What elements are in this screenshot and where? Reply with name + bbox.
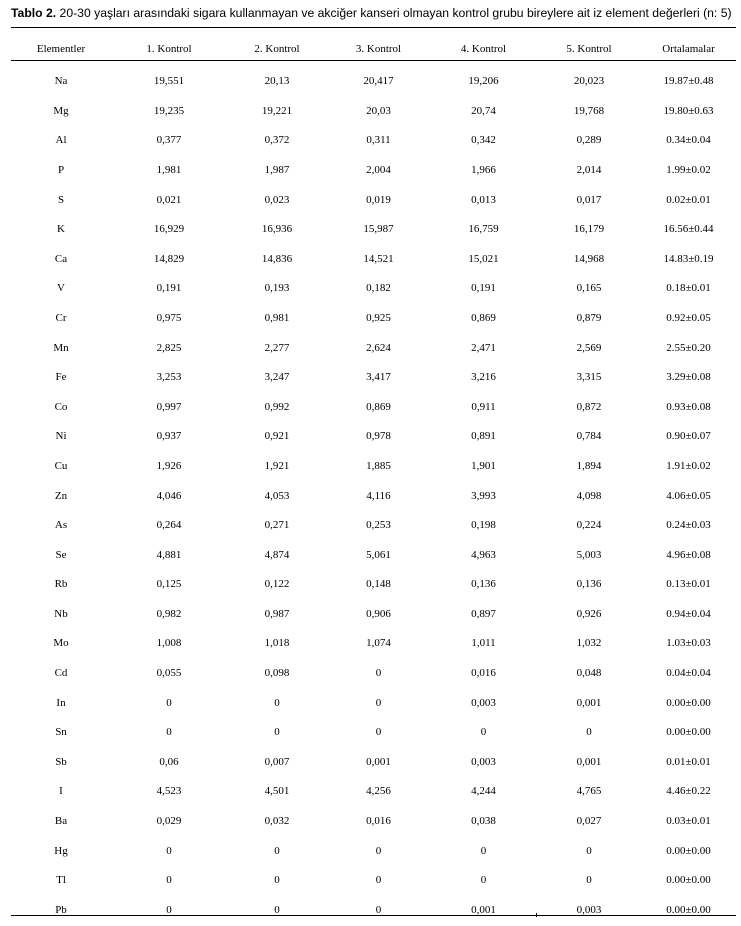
- column-header: Ortalamalar: [662, 43, 715, 55]
- value-cell: 0,032: [264, 815, 290, 828]
- value-cell: 4,256: [366, 785, 391, 798]
- value-cell: 14,968: [573, 252, 605, 265]
- column-header: Elementler: [36, 43, 86, 55]
- mean-cell: 0.00±0.00: [666, 844, 711, 857]
- value-cell: 20,417: [363, 75, 394, 87]
- table-header: [11, 38, 736, 60]
- value-cell: 0: [375, 726, 382, 739]
- value-cell: 15,021: [468, 252, 499, 265]
- value-cell: 0,003: [471, 755, 496, 768]
- mean-cell: 0.24±0.03: [666, 519, 711, 532]
- element-symbol-cell: Hg: [54, 844, 68, 857]
- value-cell: 0,191: [156, 282, 182, 295]
- mean-cell: 0.34±0.04: [666, 134, 711, 147]
- element-symbol-cell: Mn: [53, 341, 69, 354]
- value-cell: 19,768: [573, 104, 605, 117]
- table-row: [11, 274, 736, 304]
- table-row: [11, 422, 736, 452]
- table-row: [11, 540, 736, 570]
- value-cell: 4,244: [471, 785, 496, 798]
- value-cell: 16,936: [261, 223, 293, 236]
- value-cell: 0,271: [264, 519, 290, 532]
- value-cell: 0,001: [471, 903, 496, 916]
- mean-cell: 0.18±0.01: [666, 282, 711, 295]
- value-cell: 0,926: [576, 607, 602, 620]
- table-row: [11, 244, 736, 274]
- table-row: [11, 806, 736, 836]
- value-cell: 0,372: [264, 134, 290, 147]
- value-cell: 0,981: [264, 311, 290, 324]
- element-values-table: [11, 38, 736, 925]
- mean-cell: 0.00±0.00: [666, 903, 711, 916]
- element-symbol-cell: Cr: [55, 311, 67, 324]
- value-cell: 0,001: [576, 696, 602, 709]
- value-cell: 0,016: [366, 815, 391, 828]
- value-cell: 0,007: [264, 755, 290, 768]
- mean-cell: 19.87±0.48: [663, 75, 714, 87]
- mean-cell: 4.06±0.05: [666, 489, 711, 502]
- value-cell: 4,116: [366, 489, 391, 502]
- value-cell: 2,825: [156, 341, 182, 354]
- value-cell: 1,981: [156, 163, 182, 176]
- table-row: [11, 214, 736, 244]
- value-cell: 0,897: [471, 607, 496, 620]
- element-symbol-cell: As: [54, 519, 68, 532]
- value-cell: 3,216: [471, 371, 496, 384]
- value-cell: 0,377: [156, 134, 182, 147]
- value-cell: 0: [166, 696, 172, 709]
- value-cell: 0: [274, 726, 280, 739]
- value-cell: 1,901: [471, 459, 496, 472]
- value-cell: 4,963: [471, 548, 496, 561]
- mean-cell: 0.92±0.05: [666, 311, 711, 324]
- column-header: 2. Kontrol: [254, 43, 300, 55]
- value-cell: 1,008: [156, 637, 182, 650]
- element-symbol-cell: I: [59, 785, 63, 798]
- value-cell: 14,836: [261, 252, 293, 265]
- element-symbol-cell: P: [57, 163, 65, 176]
- mean-cell: 0.93±0.08: [666, 400, 711, 413]
- element-symbol-cell: Rb: [54, 578, 68, 591]
- value-cell: 1,018: [264, 637, 290, 650]
- element-symbol-cell: Sn: [55, 726, 67, 739]
- value-cell: 0,023: [264, 193, 290, 206]
- table-row: [11, 481, 736, 511]
- table-row: [11, 688, 736, 718]
- table-row: [11, 392, 736, 422]
- value-cell: 16,759: [468, 223, 499, 236]
- value-cell: 0,136: [471, 578, 496, 591]
- value-cell: 0: [375, 696, 382, 709]
- value-cell: 0,198: [471, 519, 496, 532]
- element-symbol-cell: S: [57, 193, 65, 206]
- header-row: [11, 38, 736, 60]
- table-row: [11, 836, 736, 866]
- value-cell: 4,053: [264, 489, 290, 502]
- value-cell: 20,13: [264, 75, 290, 87]
- value-cell: 1,987: [264, 163, 290, 176]
- table-body: [11, 60, 736, 925]
- table-row: [11, 451, 736, 481]
- value-cell: 15,987: [363, 223, 394, 236]
- value-cell: 5,061: [366, 548, 391, 561]
- value-cell: 1,894: [576, 459, 602, 472]
- element-symbol-cell: Zn: [54, 489, 68, 502]
- element-symbol-cell: Tl: [56, 874, 66, 887]
- value-cell: 0,048: [576, 667, 602, 680]
- value-cell: 3,247: [264, 371, 290, 384]
- value-cell: 0: [375, 903, 382, 916]
- value-cell: 4,501: [264, 785, 290, 798]
- element-symbol-cell: Cu: [54, 459, 68, 472]
- value-cell: 0,055: [156, 667, 182, 680]
- element-symbol-cell: In: [56, 696, 66, 709]
- value-cell: 4,765: [576, 785, 602, 798]
- value-cell: 0,978: [366, 430, 391, 443]
- value-cell: 2,004: [366, 163, 391, 176]
- value-cell: 0,013: [471, 193, 496, 206]
- value-cell: 0: [166, 903, 172, 916]
- value-cell: 0,784: [576, 430, 602, 443]
- mean-cell: 19.80±0.63: [663, 104, 714, 117]
- value-cell: 0: [586, 874, 592, 887]
- value-cell: 0: [586, 844, 592, 857]
- table-row: [11, 629, 736, 659]
- value-cell: 0,191: [471, 282, 496, 295]
- value-cell: 16,179: [573, 223, 605, 236]
- table-row: [11, 599, 736, 629]
- mean-cell: 3.29±0.08: [666, 371, 711, 384]
- value-cell: 0,925: [366, 311, 391, 324]
- element-symbol-cell: Ni: [55, 430, 67, 443]
- value-cell: 0: [480, 844, 487, 857]
- value-cell: 19,221: [261, 104, 293, 117]
- value-cell: 0,017: [576, 193, 602, 206]
- value-cell: 3,993: [471, 489, 496, 502]
- table-row: [11, 185, 736, 215]
- value-cell: 0,122: [264, 578, 290, 591]
- value-cell: 14,521: [363, 252, 394, 265]
- value-cell: 0: [480, 726, 487, 739]
- table-caption-label: Tablo 2.: [11, 6, 57, 20]
- element-symbol-cell: Fe: [55, 371, 67, 384]
- value-cell: 0,125: [156, 578, 182, 591]
- mean-cell: 4.46±0.22: [666, 785, 711, 798]
- value-cell: 20,74: [471, 104, 496, 117]
- value-cell: 0,165: [576, 282, 602, 295]
- column-header: 4. Kontrol: [460, 43, 507, 55]
- value-cell: 0,182: [366, 282, 391, 295]
- mean-cell: 2.55±0.20: [666, 341, 711, 354]
- element-symbol-cell: Al: [55, 134, 67, 147]
- value-cell: 2,014: [576, 163, 602, 176]
- value-cell: 4,523: [156, 785, 182, 798]
- mean-cell: 0.00±0.00: [666, 726, 711, 739]
- value-cell: 0,148: [366, 578, 391, 591]
- value-cell: 3,417: [366, 371, 391, 384]
- value-cell: 0: [375, 667, 382, 680]
- table-row: [11, 777, 736, 807]
- mean-cell: 0.01±0.01: [666, 755, 711, 768]
- value-cell: 0,224: [576, 519, 602, 532]
- column-header: 1. Kontrol: [146, 43, 192, 55]
- value-cell: 0,891: [471, 430, 496, 443]
- value-cell: 1,885: [366, 459, 391, 472]
- value-cell: 2,471: [471, 341, 496, 354]
- mean-cell: 0.04±0.04: [666, 667, 711, 680]
- table-row: [11, 510, 736, 540]
- value-cell: 0,879: [576, 311, 602, 324]
- value-cell: 0,003: [471, 696, 496, 709]
- value-cell: 0,911: [471, 400, 496, 413]
- value-cell: 0: [375, 874, 382, 887]
- value-cell: 4,874: [264, 548, 290, 561]
- value-cell: 0,253: [366, 519, 391, 532]
- value-cell: 1,921: [264, 459, 290, 472]
- value-cell: 0,975: [156, 311, 182, 324]
- element-symbol-cell: Co: [54, 400, 68, 413]
- value-cell: 20,023: [573, 75, 605, 87]
- value-cell: 0: [480, 874, 487, 887]
- value-cell: 1,966: [471, 163, 496, 176]
- value-cell: 19,206: [468, 75, 499, 87]
- table-row: [11, 96, 736, 126]
- value-cell: 0,264: [156, 519, 182, 532]
- mean-cell: 0.13±0.01: [666, 578, 711, 591]
- value-cell: 0,906: [366, 607, 391, 620]
- mean-cell: 4.96±0.08: [666, 548, 711, 561]
- value-cell: 0,098: [264, 667, 290, 680]
- value-cell: 0: [274, 844, 280, 857]
- value-cell: 0,003: [576, 903, 602, 916]
- value-cell: 0,001: [366, 755, 391, 768]
- value-cell: 0: [375, 844, 382, 857]
- element-symbol-cell: K: [57, 223, 65, 236]
- table-row: [11, 155, 736, 185]
- value-cell: 1,926: [156, 459, 182, 472]
- mean-cell: 0.00±0.00: [666, 874, 711, 887]
- mean-cell: 14.83±0.19: [663, 252, 714, 265]
- element-symbol-cell: Pb: [55, 903, 67, 916]
- value-cell: 0,342: [471, 134, 496, 147]
- value-cell: 0,06: [159, 755, 179, 768]
- value-cell: 0,921: [264, 430, 290, 443]
- table-row: [11, 895, 736, 925]
- mean-cell: 0.90±0.07: [666, 430, 711, 443]
- value-cell: 0,311: [366, 134, 391, 147]
- table-row: [11, 362, 736, 392]
- value-cell: 0,001: [576, 755, 602, 768]
- value-cell: 2,624: [366, 341, 391, 354]
- value-cell: 0: [586, 726, 592, 739]
- value-cell: 0: [274, 903, 280, 916]
- value-cell: 4,098: [576, 489, 602, 502]
- element-symbol-cell: Ca: [54, 252, 68, 265]
- value-cell: 0,021: [156, 193, 182, 206]
- value-cell: 1,074: [366, 637, 391, 650]
- value-cell: 4,881: [156, 548, 182, 561]
- table-row: [11, 60, 736, 96]
- element-symbol-cell: Sb: [55, 755, 67, 768]
- value-cell: 0,997: [156, 400, 182, 413]
- element-symbol-cell: V: [57, 282, 65, 295]
- mean-cell: 1.99±0.02: [666, 163, 711, 176]
- value-cell: 20,03: [366, 104, 391, 117]
- mean-cell: 1.91±0.02: [666, 459, 711, 472]
- table-row: [11, 333, 736, 363]
- value-cell: 3,253: [156, 371, 182, 384]
- table-row: [11, 658, 736, 688]
- element-symbol-cell: Mg: [53, 104, 69, 117]
- value-cell: 0: [274, 874, 280, 887]
- value-cell: 0,029: [156, 815, 182, 828]
- value-cell: 0: [166, 874, 172, 887]
- table-row: [11, 126, 736, 156]
- mean-cell: 0.03±0.01: [666, 815, 711, 828]
- table-caption-text: 20-30 yaşları arasındaki sigara kullanmayan ve akciğer kanseri olmayan kontrol grubu bireylere ait iz element değerleri (n: 5): [59, 6, 732, 20]
- value-cell: 4,046: [156, 489, 182, 502]
- value-cell: 0,992: [264, 400, 290, 413]
- table-row: [11, 570, 736, 600]
- column-header: 3. Kontrol: [355, 43, 402, 55]
- value-cell: 19,551: [153, 75, 185, 87]
- table-row: [11, 717, 736, 747]
- element-symbol-cell: Se: [55, 548, 67, 561]
- value-cell: 16,929: [153, 223, 185, 236]
- value-cell: 0,872: [576, 400, 602, 413]
- element-symbol-cell: Ba: [54, 815, 68, 828]
- value-cell: 1,032: [576, 637, 602, 650]
- table-caption: [11, 6, 732, 20]
- value-cell: 19,235: [153, 104, 185, 117]
- value-cell: 0,136: [576, 578, 602, 591]
- value-cell: 0: [274, 696, 280, 709]
- value-cell: 0,193: [264, 282, 290, 295]
- mean-cell: 0.00±0.00: [666, 696, 711, 709]
- value-cell: 0,016: [471, 667, 496, 680]
- mean-cell: 0.94±0.04: [666, 607, 711, 620]
- value-cell: 0,289: [576, 134, 602, 147]
- value-cell: 0,987: [264, 607, 290, 620]
- value-cell: 1,011: [471, 637, 496, 650]
- column-header: 5. Kontrol: [566, 43, 612, 55]
- value-cell: 2,277: [264, 341, 290, 354]
- value-cell: 0,019: [366, 193, 391, 206]
- value-cell: 0,869: [366, 400, 391, 413]
- value-cell: 14,829: [153, 252, 185, 265]
- mean-cell: 1.03±0.03: [666, 637, 711, 650]
- element-symbol-cell: Mo: [53, 637, 69, 650]
- mean-cell: 0.02±0.01: [666, 193, 711, 206]
- element-symbol-cell: Na: [54, 75, 68, 87]
- element-symbol-cell: Cd: [54, 667, 68, 680]
- value-cell: 0,937: [156, 430, 182, 443]
- value-cell: 0,027: [576, 815, 602, 828]
- value-cell: 0,982: [156, 607, 182, 620]
- table-row: [11, 865, 736, 895]
- value-cell: 2,569: [576, 341, 602, 354]
- value-cell: 0: [166, 844, 172, 857]
- element-symbol-cell: Nb: [54, 607, 68, 620]
- value-cell: 0,038: [471, 815, 496, 828]
- value-cell: 5,003: [576, 548, 602, 561]
- value-cell: 0: [166, 726, 172, 739]
- top-rule: [11, 27, 736, 28]
- table-row: [11, 747, 736, 777]
- value-cell: 3,315: [576, 371, 602, 384]
- value-cell: 0,869: [471, 311, 496, 324]
- mean-cell: 16.56±0.44: [663, 223, 714, 236]
- table-row: [11, 303, 736, 333]
